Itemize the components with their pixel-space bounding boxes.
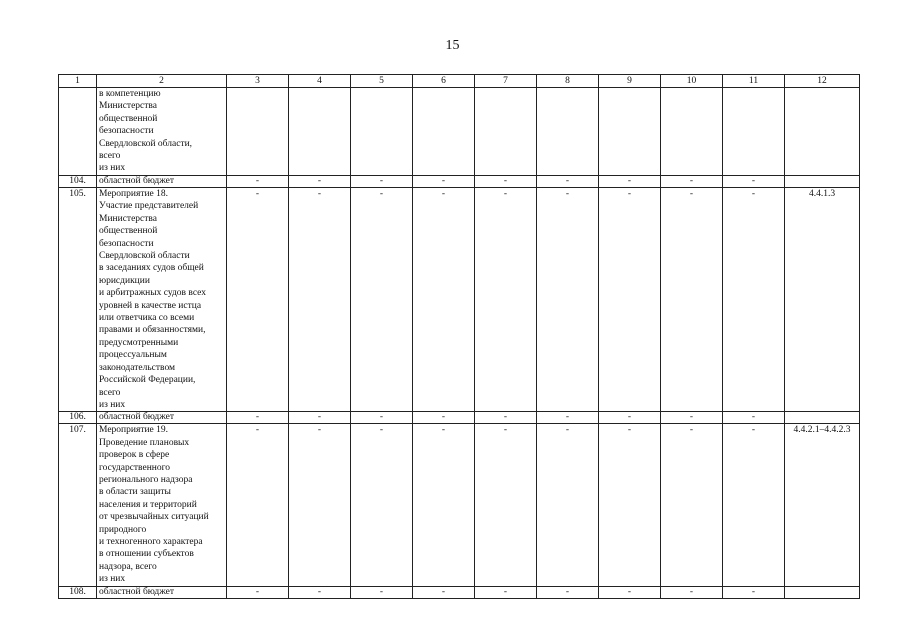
row-value: - <box>413 188 475 412</box>
row-value <box>413 88 475 176</box>
row-value <box>227 88 289 176</box>
table-row <box>59 412 860 424</box>
row-value: - <box>661 412 723 424</box>
row-value: - <box>723 424 785 586</box>
row-value <box>475 88 537 176</box>
column-header: 9 <box>599 75 661 88</box>
row-description: областной бюджет <box>97 586 227 598</box>
row-value: - <box>599 188 661 412</box>
row-value <box>537 88 599 176</box>
row-value: - <box>661 424 723 586</box>
row-value: - <box>537 188 599 412</box>
column-header: 3 <box>227 75 289 88</box>
column-header: 7 <box>475 75 537 88</box>
column-header: 11 <box>723 75 785 88</box>
row-value: - <box>723 586 785 598</box>
row-value: - <box>723 412 785 424</box>
row-value: - <box>289 412 351 424</box>
row-value: - <box>289 176 351 188</box>
row-target-code <box>785 88 860 176</box>
table-header-row <box>59 75 860 88</box>
row-value <box>289 88 351 176</box>
row-value: - <box>289 188 351 412</box>
row-value: - <box>351 188 413 412</box>
row-number: 104. <box>59 176 97 188</box>
row-value: - <box>723 188 785 412</box>
row-value: - <box>351 176 413 188</box>
row-value: - <box>289 586 351 598</box>
row-value: - <box>227 412 289 424</box>
row-value <box>351 88 413 176</box>
row-value: - <box>475 586 537 598</box>
page-number: 15 <box>445 38 460 53</box>
column-header: 10 <box>661 75 723 88</box>
row-value: - <box>537 586 599 598</box>
row-value <box>723 88 785 176</box>
column-header: 5 <box>351 75 413 88</box>
row-value: - <box>537 412 599 424</box>
row-number <box>59 88 97 176</box>
row-value: - <box>227 188 289 412</box>
row-value: - <box>413 412 475 424</box>
row-value: - <box>475 176 537 188</box>
row-value: - <box>661 176 723 188</box>
row-description: в компетенцию Министерства общественной безопасности Свердловской области, всего из них <box>97 88 227 176</box>
row-value: - <box>413 176 475 188</box>
row-value <box>661 88 723 176</box>
row-description: Мероприятие 18. Участие представителей Министерства общественной безопасности Свердловской области в заседаниях судов общей юрисдикции и арбитражных судов всех уровней в качестве истца или ответчика со всеми правами и обязанностями, предусмотренными процессуальным законодательством Российской Федерации, всего из них <box>97 188 227 412</box>
column-header: 2 <box>97 75 227 88</box>
row-value: - <box>661 188 723 412</box>
row-description: Мероприятие 19. Проведение плановых проверок в сфере государственного регионального надзора в области защиты населения и территорий от чрезвычайных ситуаций природного и техногенного характера в отношении субъектов надзора, всего из них <box>97 424 227 586</box>
row-value: - <box>351 424 413 586</box>
row-target-code <box>785 176 860 188</box>
table-row <box>59 424 860 586</box>
row-value: - <box>227 424 289 586</box>
row-description: областной бюджет <box>97 412 227 424</box>
row-value: - <box>351 412 413 424</box>
row-value: - <box>475 188 537 412</box>
row-value: - <box>661 586 723 598</box>
column-header: 6 <box>413 75 475 88</box>
row-value: - <box>227 586 289 598</box>
row-number: 106. <box>59 412 97 424</box>
row-description: областной бюджет <box>97 176 227 188</box>
column-header: 1 <box>59 75 97 88</box>
row-value: - <box>599 586 661 598</box>
table-row <box>59 586 860 598</box>
table-row <box>59 188 860 412</box>
row-number: 107. <box>59 424 97 586</box>
row-value: - <box>599 176 661 188</box>
column-header: 12 <box>785 75 860 88</box>
row-target-code: 4.4.1.3 <box>785 188 860 412</box>
row-number: 105. <box>59 188 97 412</box>
column-header: 4 <box>289 75 351 88</box>
row-value: - <box>537 176 599 188</box>
row-value: - <box>537 424 599 586</box>
row-value: - <box>413 586 475 598</box>
row-value: - <box>723 176 785 188</box>
row-value: - <box>475 424 537 586</box>
table-row <box>59 176 860 188</box>
row-value: - <box>475 412 537 424</box>
table-row <box>59 88 860 176</box>
row-target-code: 4.4.2.1–4.4.2.3 <box>785 424 860 586</box>
row-number: 108. <box>59 586 97 598</box>
row-value: - <box>413 424 475 586</box>
row-target-code <box>785 412 860 424</box>
row-target-code <box>785 586 860 598</box>
row-value: - <box>599 412 661 424</box>
row-value: - <box>599 424 661 586</box>
column-header: 8 <box>537 75 599 88</box>
row-value: - <box>351 586 413 598</box>
program-table <box>58 74 860 599</box>
row-value <box>599 88 661 176</box>
row-value: - <box>289 424 351 586</box>
row-value: - <box>227 176 289 188</box>
